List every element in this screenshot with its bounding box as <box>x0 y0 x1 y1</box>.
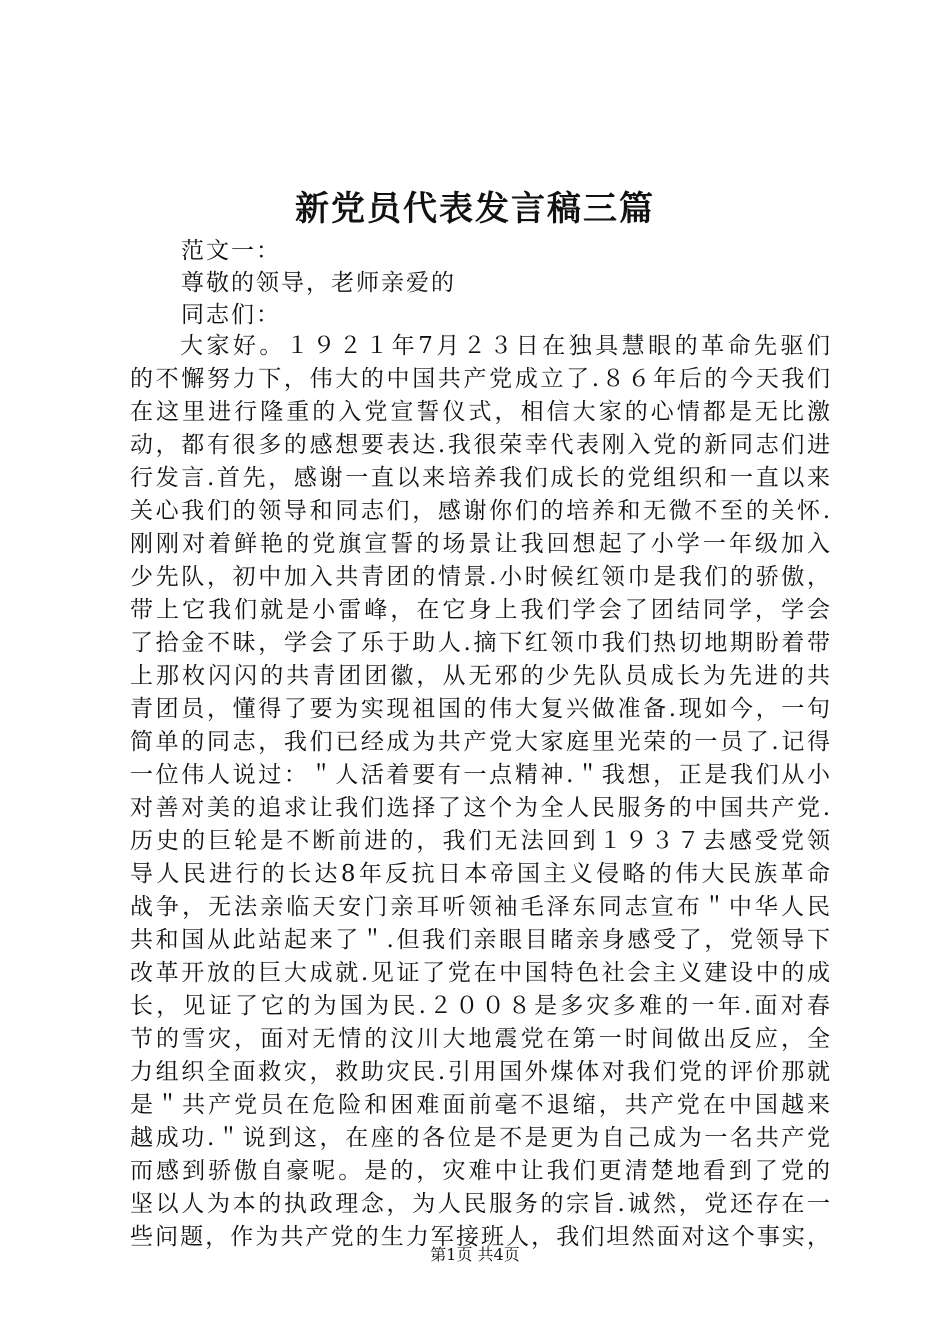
body-line: 坚以人为本的执政理念，为人民服务的宗旨.诚然，党还存在一 <box>130 1191 830 1217</box>
body-line: 历史的巨轮是不断前进的，我们无法回到１９３７去感受党领 <box>130 828 830 854</box>
body-line: 在这里进行隆重的入党宣誓仪式，相信大家的心情都是无比激 <box>130 399 830 425</box>
body-line: 带上它我们就是小雷峰，在它身上我们学会了团结同学，学会 <box>130 597 830 623</box>
body-line: 对善对美的追求让我们选择了这个为全人民服务的中国共产党. <box>130 795 830 821</box>
body-line: 越成功.＂说到这，在座的各位是不是更为自己成为一名共产党 <box>130 1125 830 1151</box>
body-line: 节的雪灾，面对无情的汶川大地震党在第一时间做出反应，全 <box>130 1026 830 1052</box>
body-line: 力组织全面救灾，救助灾民.引用国外煤体对我们党的评价那就 <box>130 1059 830 1085</box>
body-line: 的不懈努力下，伟大的中国共产党成立了.８６年后的今天我们 <box>130 366 830 392</box>
page-number: 第1页 共4页 <box>430 1245 520 1264</box>
body-line: 大家好。１９２１年7月２３日在独具慧眼的革命先驱们 <box>180 333 830 359</box>
body-line: 关心我们的领导和同志们，感谢你们的培养和无微不至的关怀. <box>130 498 830 524</box>
body-line: 少先队，初中加入共青团的情景.小时候红领巾是我们的骄傲， <box>130 564 830 590</box>
body-line: 长，见证了它的为国为民.２００８是多灾多难的一年.面对春 <box>130 993 830 1019</box>
body-line: 行发言.首先，感谢一直以来培养我们成长的党组织和一直以来 <box>130 465 830 491</box>
body-line: 了拾金不昧，学会了乐于助人.摘下红领巾我们热切地期盼着带 <box>130 630 830 656</box>
body-line: 上那枚闪闪的共青团团徽，从无邪的少先队员成长为先进的共 <box>130 663 830 689</box>
body-text <box>130 330 830 1254</box>
body-line: 刚刚对着鲜艳的党旗宣誓的场景让我回想起了小学一年级加入 <box>130 531 830 557</box>
body-line: 动，都有很多的感想要表达.我很荣幸代表刚入党的新同志们进 <box>130 432 830 458</box>
body-line: 些问题，作为共产党的生力军接班人，我们坦然面对这个事实， <box>130 1224 830 1250</box>
body-line: 一位伟人说过：＂人活着要有一点精神.＂我想，正是我们从小 <box>130 762 830 788</box>
body-line: 青团员，懂得了要为实现祖国的伟大复兴做准备.现如今，一句 <box>130 696 830 722</box>
body-line: 简单的同志，我们已经成为共产党大家庭里光荣的一员了.记得 <box>130 729 830 755</box>
page-title: 新党员代表发言稿三篇 <box>295 189 655 229</box>
intro-line: 尊敬的领导，老师亲爱的 <box>181 270 456 296</box>
body-line: 而感到骄傲自豪呢。是的，灾难中让我们更清楚地看到了党的 <box>130 1158 830 1184</box>
body-line: 导人民进行的长达8年反抗日本帝国主义侵略的伟大民族革命 <box>130 861 830 887</box>
intro-line: 同志们： <box>181 302 281 328</box>
intro-line: 范文一： <box>181 238 281 264</box>
body-line: 改革开放的巨大成就.见证了党在中国特色社会主义建设中的成 <box>130 960 830 986</box>
body-line: 是＂共产党员在危险和困难面前毫不退缩，共产党在中国越来 <box>130 1092 830 1118</box>
body-line: 共和国从此站起来了＂.但我们亲眼目睹亲身感受了，党领导下 <box>130 927 830 953</box>
body-line: 战争，无法亲临天安门亲耳听领袖毛泽东同志宣布＂中华人民 <box>130 894 830 920</box>
